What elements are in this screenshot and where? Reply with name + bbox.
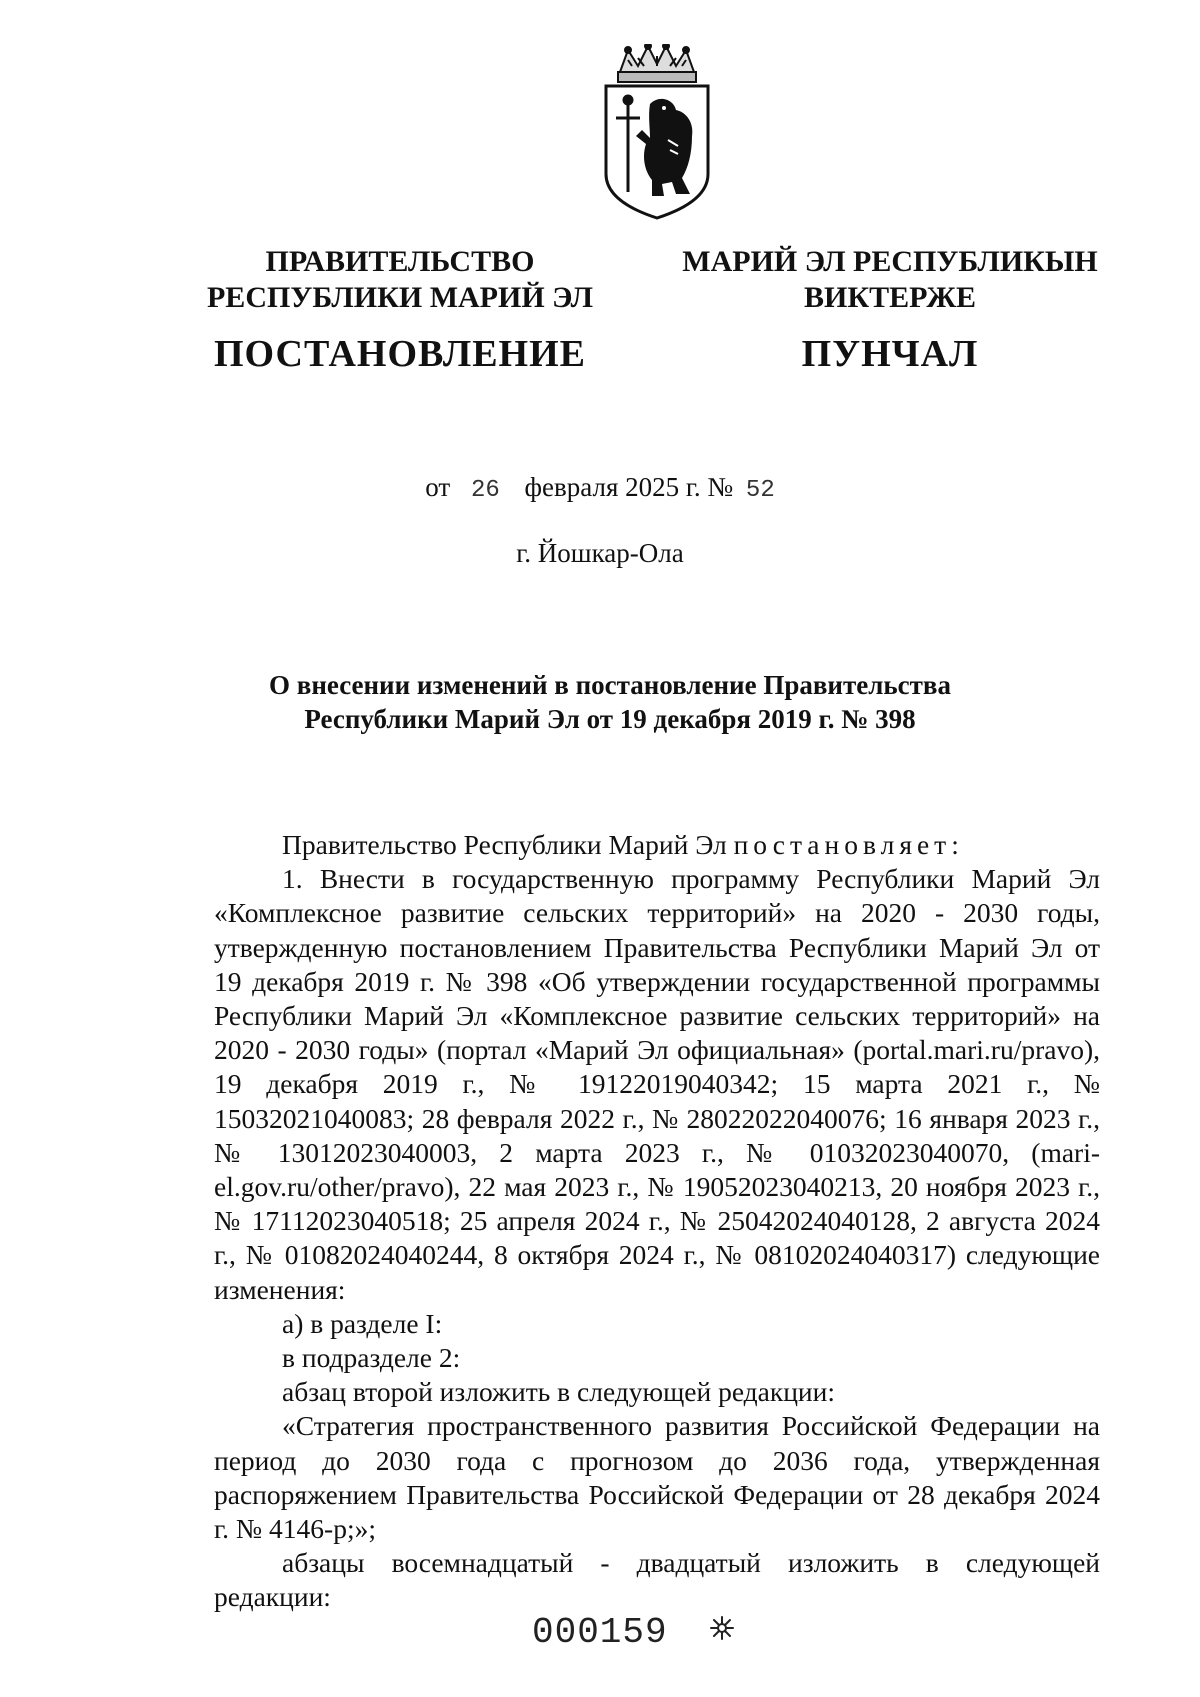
intro-spaced-word: постановляет: <box>733 829 964 860</box>
document-type-mari: ПУНЧАЛ <box>801 333 979 375</box>
document-type-ru: ПОСТАНОВЛЕНИЕ <box>213 333 587 375</box>
intro-paragraph <box>214 828 1100 862</box>
header-org-mari <box>670 244 1110 316</box>
date-month-year: февраля 2025 г. № <box>524 472 734 502</box>
intro-lead: Правительство Республики Марий Эл <box>282 829 734 860</box>
header-right-line2: ВИКТЕРЖЕ <box>803 281 977 314</box>
date-day: 26 <box>470 477 500 504</box>
document-subject <box>220 668 1000 736</box>
paragraph-abzac-2: абзац второй изложить в следующей редакции: <box>282 1376 836 1408</box>
header-left-line2: РЕСПУБЛИКИ МАРИЙ ЭЛ <box>206 281 593 314</box>
date-prefix: от <box>425 472 451 502</box>
paragraph-1: 1. Внести в государственную программу Республики Марий Эл «Комплексное развитие сельских территорий» на 2020 - 2030 годы, утвержденную постановлением Правительства Республики Марий Эл от 19 декабря 2019 г. № 398 «Об утверждении государственной программы Республики Марий Эл «Комплексное развитие сельских территорий» на 2020 - 2030 годы» (портал «Марий Эл официальная» (portal.mari.ru/pravo), 19 декабря 2019 г., № 19122019040342; 15 марта 2021 г., № 15032021040083; 28 февраля 2022 г., № 28022022040076; 16 января 2023 г., № 13012023040003, 2 марта 2023 г., № 01032023040070, (mari-el.gov.ru/other/pravo), 22 мая 2023 г., № 19052023040213, 20 ноября 2023 г., № 17112023040518; 25 апреля 2024 г., № 25042024040128, 2 августа 2024 г., № 01082024040244, 8 октября 2024 г., № 08102024040317) следующие изменения: <box>214 863 1100 1305</box>
paragraph-a: а) в разделе I: <box>282 1307 443 1339</box>
document-body <box>214 828 1100 1615</box>
coat-of-arms-icon <box>598 44 716 220</box>
header-org-ru <box>190 244 610 316</box>
subject-line2: Республики Марий Эл от 19 декабря 2019 г. № 398 <box>304 704 916 734</box>
subject-line1: О внесении изменений в постановление Правительства <box>269 670 951 700</box>
paragraph-abzacy: абзацы восемнадцатый - двадцатый изложить в следующей редакции: <box>214 1547 1100 1613</box>
paragraph-subsection: в подразделе 2: <box>282 1342 461 1374</box>
header-right-line1: МАРИЙ ЭЛ РЕСПУБЛИКЫН <box>682 245 1098 278</box>
document-number: 52 <box>745 477 775 504</box>
city: г. Йошкар-Ола <box>516 538 684 568</box>
paragraph-quote: «Стратегия пространственного развития Российской Федерации на период до 2030 года с прогнозом до 2036 года, утвержденная распоряжением Правительства Российской Федерации от 28 декабря 2024 г. № 4146-р;»; <box>214 1410 1100 1545</box>
snowflake-mark-icon <box>708 1614 736 1642</box>
serial-number: 000159 <box>532 1612 668 1653</box>
header-left-line1: ПРАВИТЕЛЬСТВО <box>265 245 535 278</box>
date-line <box>0 472 1200 504</box>
